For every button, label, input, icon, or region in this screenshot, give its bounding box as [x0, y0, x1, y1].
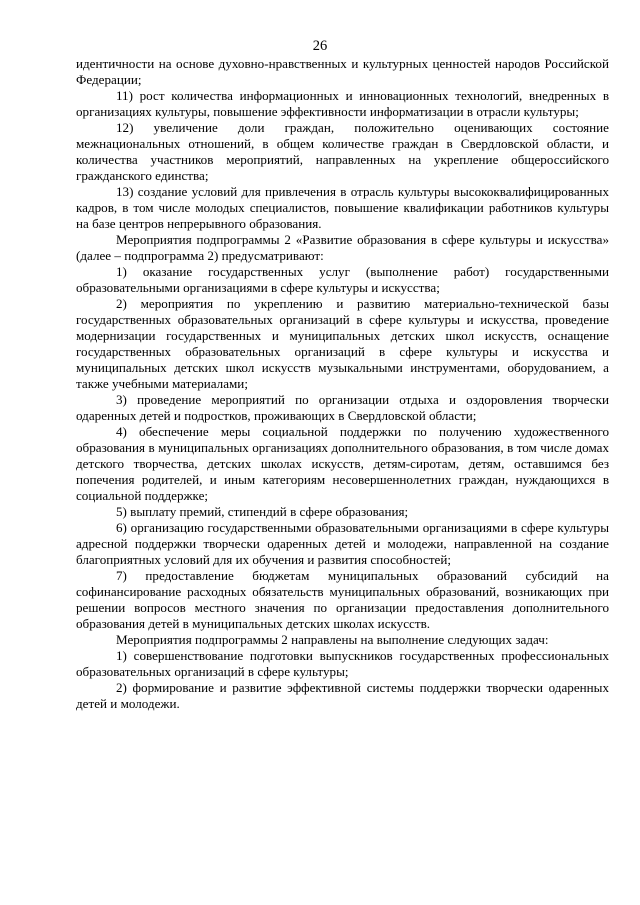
measure-item-1: 1) оказание государственных услуг (выполнение работ) государственными образовательными организациями в сфере культуры и искусства; [76, 264, 609, 295]
measure-item-6: 6) организацию государственными образовательными организациями в сфере культуры адресной поддержки творчески одаренных детей и молодежи, направленной на создание благоприятных условий для их обучения и развития способностей; [76, 520, 609, 567]
document-body [76, 56, 609, 712]
tasks-intro: Мероприятия подпрограммы 2 направлены на выполнение следующих задач: [116, 632, 549, 647]
subprogram-2-intro: Мероприятия подпрограммы 2 «Развитие образования в сфере культуры и искусства» (далее – подпрограмма 2) предусматривают: [76, 232, 609, 263]
list-item-13: 13) создание условий для привлечения в отрасль культуры высококвалифицированных кадров, в том числе молодых специалистов, повышение квалификации работников культуры на базе центров непрерывного образования. [76, 184, 609, 231]
task-item-1: 1) совершенствование подготовки выпускников государственных профессиональных образовательных организаций в сфере культуры; [76, 648, 609, 679]
page-number: 26 [312, 38, 328, 54]
paragraph-continuation: идентичности на основе духовно-нравственных и культурных ценностей народов Российской Федерации; [76, 56, 609, 87]
list-item-11: 11) рост количества информационных и инновационных технологий, внедренных в организациях культуры, повышение эффективности информатизации в отрасли культуры; [76, 88, 609, 119]
measure-item-4: 4) обеспечение меры социальной поддержки по получению художественного образования в муниципальных организациях дополнительного образования, в том числе домах детского творчества, детских школах искусств, детям-сиротам, детям, оставшимся без попечения родителей, и иным категориям несовершеннолетних граждан, нуждающихся в социальной поддержке; [76, 424, 609, 503]
measure-item-2: 2) мероприятия по укреплению и развитию материально-технической базы государственных образовательных организаций в сфере культуры и искусства, проведение модернизации государственных и муниципальных детских школ искусств, оснащение государственных образовательных организаций в сфере культуры и искусства и муниципальных детских школ искусств музыкальными инструментами, оборудованием, а также учебными материалами; [76, 296, 609, 391]
task-item-2: 2) формирование и развитие эффективной системы поддержки творчески одаренных детей и молодежи. [76, 680, 609, 711]
measure-item-3: 3) проведение мероприятий по организации отдыха и оздоровления творчески одаренных детей и подростков, проживающих в Свердловской области; [76, 392, 609, 423]
measure-item-5: 5) выплату премий, стипендий в сфере образования; [116, 504, 409, 519]
list-item-12: 12) увеличение доли граждан, положительно оценивающих состояние межнациональных отношений, в общем количестве граждан в Свердловской области, и количества участников мероприятий, направленных на укрепление общероссийского гражданского единства; [76, 120, 609, 183]
measure-item-7: 7) предоставление бюджетам муниципальных образований субсидий на софинансирование расходных обязательств муниципальных образований, возникающих при решении вопросов местного значения по организации предоставления дополнительного образования детей в муниципальных детских школах искусств. [76, 568, 609, 631]
